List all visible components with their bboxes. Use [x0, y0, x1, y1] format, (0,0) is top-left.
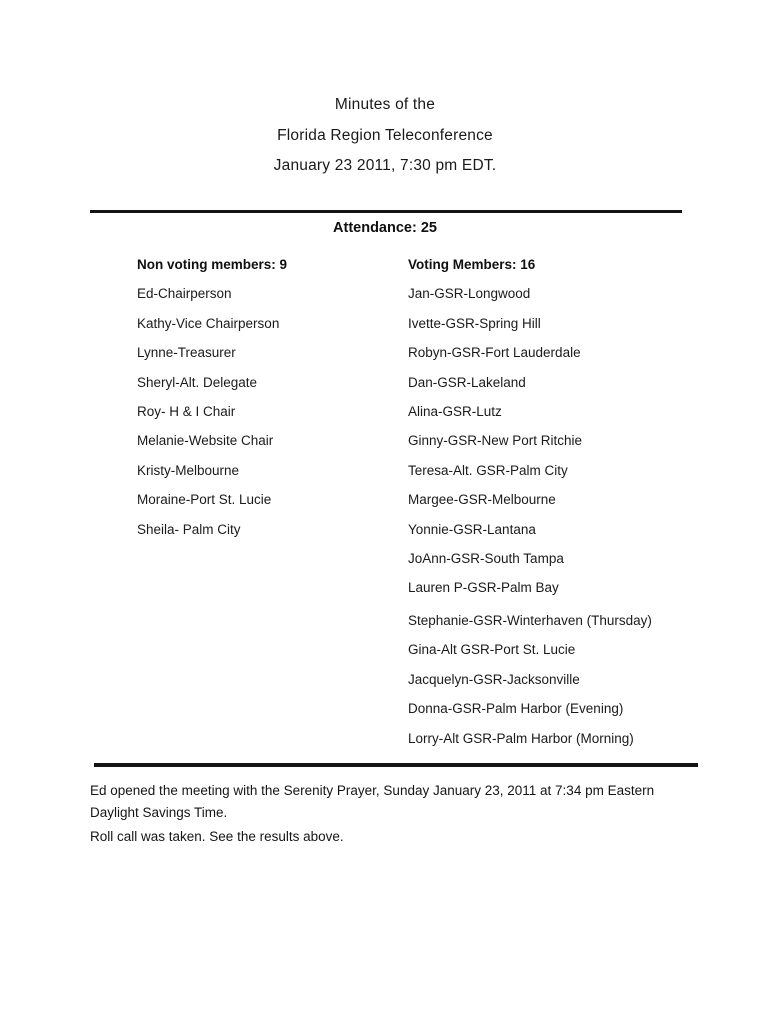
attendee-item: Sheila- Palm City: [137, 521, 241, 537]
attendee-item: Moraine-Port St. Lucie: [137, 492, 272, 508]
non-voting-members-heading: Non voting members: 9: [137, 257, 288, 272]
roll-call-paragraph: Roll call was taken. See the results above.: [90, 829, 344, 844]
attendee-item: Ginny-GSR-New Port Ritchie: [408, 433, 583, 449]
voting-members-heading: Voting Members: 16: [408, 257, 536, 272]
attendee-item: Melanie-Website Chair: [137, 433, 274, 449]
title-line-1: Minutes of the: [334, 96, 436, 113]
bottom-divider-rule: [94, 763, 698, 767]
attendee-item: JoAnn-GSR-South Tampa: [408, 551, 564, 567]
attendee-item: Roy- H & I Chair: [137, 404, 236, 420]
attendee-item: Jacquelyn-GSR-Jacksonville: [408, 671, 580, 687]
attendance-heading: Attendance: 25: [333, 220, 437, 236]
attendee-item: Stephanie-GSR-Winterhaven (Thursday): [408, 612, 652, 628]
document-title: [0, 90, 770, 182]
attendee-item: Margee-GSR-Melbourne: [408, 492, 556, 508]
non-voting-members-column: [137, 250, 287, 544]
attendee-item: Yonnie-GSR-Lantana: [408, 521, 536, 537]
attendee-item: Teresa-Alt. GSR-Palm City: [408, 462, 568, 478]
voting-members-column: [408, 250, 652, 753]
title-line-3: January 23 2011, 7:30 pm EDT.: [273, 157, 497, 174]
attendee-item: Kristy-Melbourne: [137, 462, 240, 478]
top-divider-rule: [90, 210, 682, 213]
attendee-item: Lorry-Alt GSR-Palm Harbor (Morning): [408, 730, 634, 746]
title-line-2: Florida Region Teleconference: [277, 126, 493, 144]
attendee-item: Robyn-GSR-Fort Lauderdale: [408, 345, 581, 361]
opening-paragraph: Ed opened the meeting with the Serenity Prayer, Sunday January 23, 2011 at 7:34 pm Eastern Daylight Savings Time.: [90, 783, 655, 820]
attendee-item: Kathy-Vice Chairperson: [137, 315, 280, 331]
attendee-item: Gina-Alt GSR-Port St. Lucie: [408, 642, 576, 658]
attendee-item: Lynne-Treasurer: [137, 345, 236, 361]
attendee-item: Sheryl-Alt. Delegate: [137, 374, 258, 390]
attendee-item: Lauren P-GSR-Palm Bay: [408, 580, 559, 596]
attendee-item: Ed-Chairperson: [137, 286, 232, 302]
attendee-item: Donna-GSR-Palm Harbor (Evening): [408, 701, 624, 717]
attendee-item: Dan-GSR-Lakeland: [408, 374, 526, 390]
attendee-item: Jan-GSR-Longwood: [408, 286, 531, 302]
attendee-item: Alina-GSR-Lutz: [408, 404, 502, 420]
attendee-item: Ivette-GSR-Spring Hill: [408, 315, 541, 331]
